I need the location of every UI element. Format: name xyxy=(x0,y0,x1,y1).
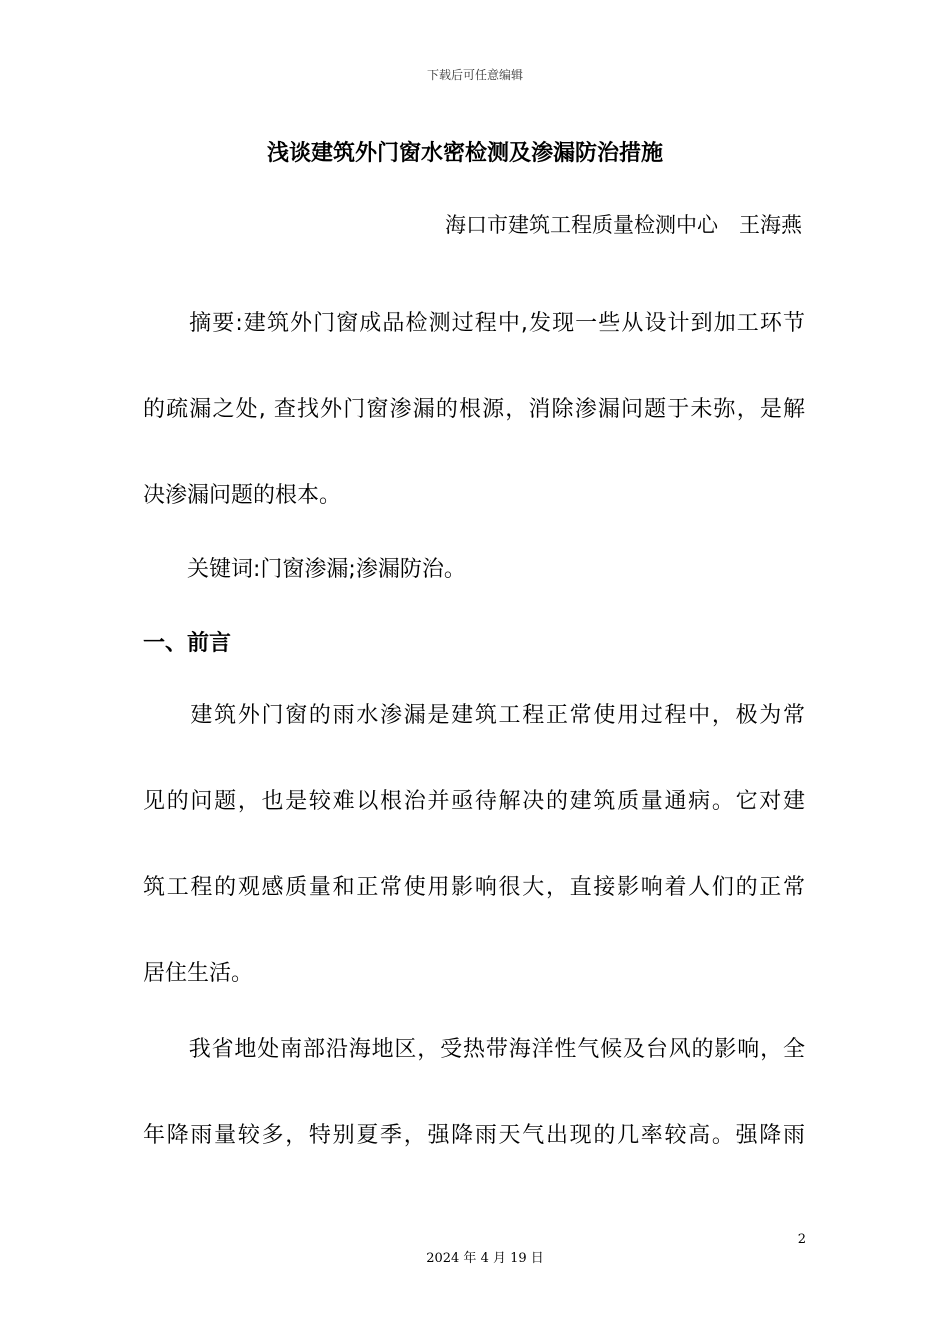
paragraph-1-line-1: 建筑外门窗的雨水渗漏是建筑工程正常使用过程中，极为常 xyxy=(143,703,805,728)
paragraph-1-line-2: 见的问题，也是较难以根治并亟待解决的建筑质量通病。它对建 xyxy=(143,789,805,814)
header-note: 下载后可任意编辑 xyxy=(426,68,523,82)
paragraph-2-line-2: 年降雨量较多，特别夏季，强降雨天气出现的几率较高。强降雨 xyxy=(143,1123,805,1148)
abstract-line-2: 的疏漏之处, 查找外门窗渗漏的根源，消除渗漏问题于未弥，是解 xyxy=(143,397,805,422)
author-line: 海口市建筑工程质量检测中心 王海燕 xyxy=(445,213,802,237)
page-number: 2 xyxy=(797,1232,806,1247)
keywords-line: 关键词:门窗渗漏;渗漏防治。 xyxy=(143,557,466,582)
paragraph-2-line-1: 我省地处南部沿海地区，受热带海洋性气候及台风的影响，全 xyxy=(143,1037,805,1062)
footer-date: 2024 年 4 月 19 日 xyxy=(426,1251,544,1266)
paragraph-1-line-4: 居住生活。 xyxy=(143,961,254,986)
abstract-line-3: 决渗漏问题的根本。 xyxy=(143,483,342,508)
section-heading-preface: 一、前言 xyxy=(143,631,232,656)
paragraph-1-line-3: 筑工程的观感质量和正常使用影响很大，直接影响着人们的正常 xyxy=(143,875,805,900)
abstract-line-1: 摘要:建筑外门窗成品检测过程中,发现一些从设计到加工环节 xyxy=(143,311,805,336)
document-title: 浅谈建筑外门窗水密检测及渗漏防治措施 xyxy=(266,141,663,166)
